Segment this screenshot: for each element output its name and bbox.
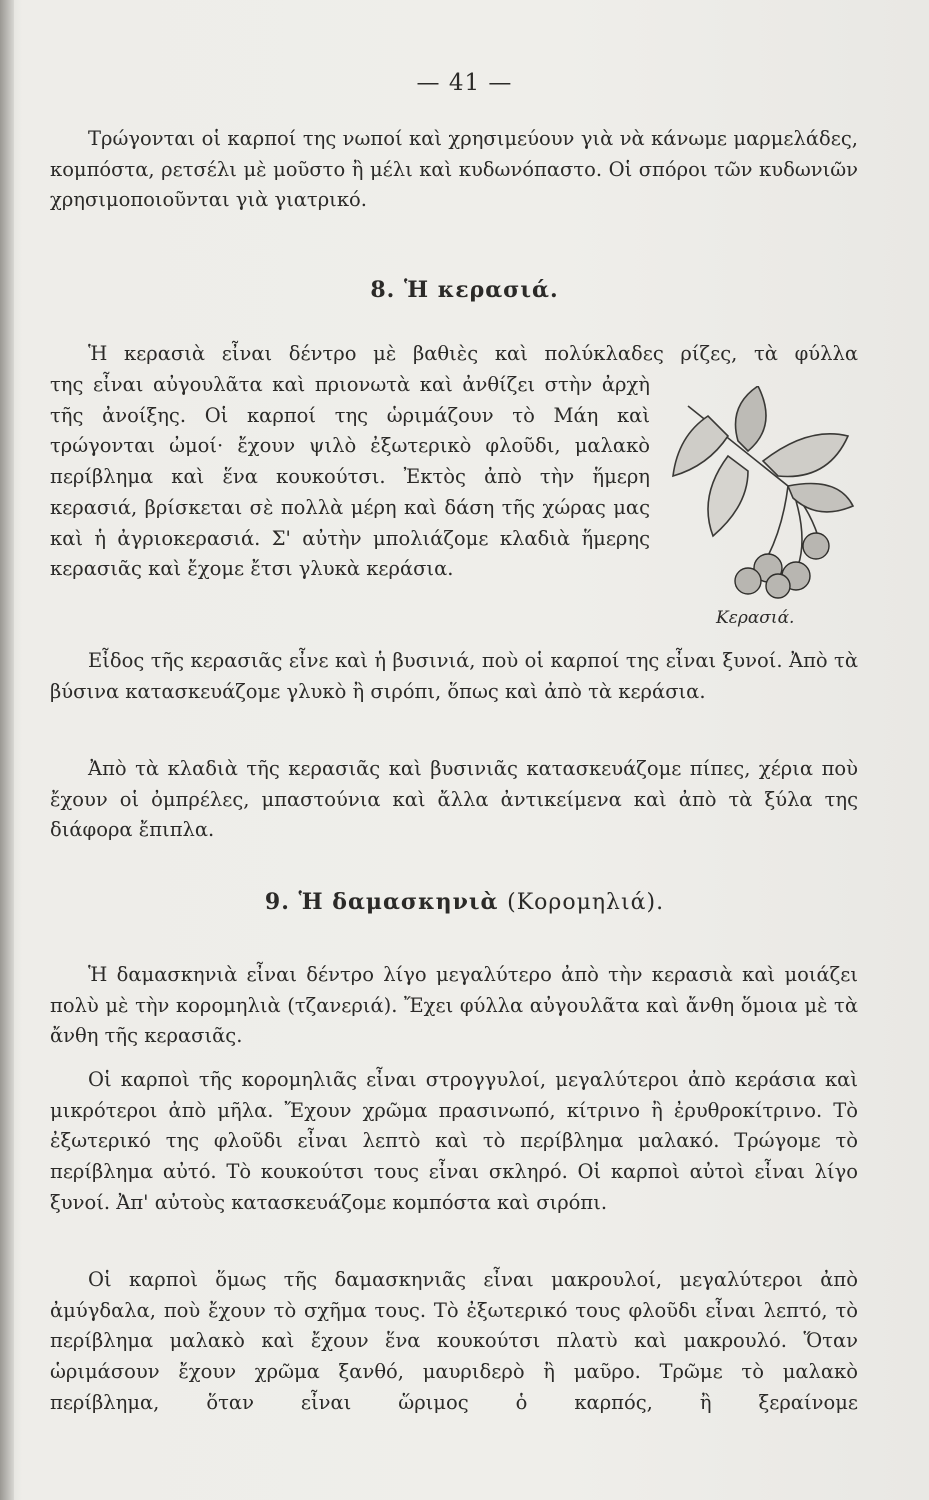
paragraph-9-3: Οἱ καρποὶ ὅμως τῆς δαμασκηνιᾶς εἶναι μακρουλοί, μεγαλύτεροι ἀπὸ ἀμύγδαλα, ποὺ ἔχουν τὸ σχῆμα τους. Τὸ ἐξωτερικό τους φλοῦδι εἶναι λεπτό, τὸ περίβλημα μαλακὸ καὶ ἔχουν ἕνα κουκούτσι πλατὺ καὶ μακρουλό. Ὅταν ὡριμάσουν ἔχουν χρῶμα ξανθό, μαυριδερὸ ἢ μαῦρο. Τρῶμε τὸ μαλακὸ περίβλημα, ὅταν εἶναι ὥριμος ὁ καρπός, ἢ ξεραίνομε — [50, 1268, 858, 1414]
cherry-branch-icon — [668, 386, 858, 606]
cherry-branch-figure — [668, 386, 858, 636]
paragraph-8-3: Ἀπὸ τὰ κλαδιὰ τῆς κερασιᾶς καὶ βυσινιᾶς κατασκευάζομε πίπες, χέρια ποὺ ἔχουν οἱ ὀμπρέλες, μπαστούνια καὶ ἄλλα ἀντικείμενα καὶ ἀπὸ τὰ ξύλα της διάφορα ἔπιπλα. — [50, 757, 858, 842]
figure-caption: Κερασιά. — [716, 608, 795, 628]
section-heading-9-title: 9. Ἡ δαμασκηνιὰ — [264, 889, 499, 915]
paragraph-intro: Τρώγονται οἱ καρποί της νωποί καὶ χρησιμεύουν γιὰ νὰ κάνωμε μαρμελάδες, κομπόστα, ρετσέλι μὲ μοῦστο ἢ μέλι καὶ κυδωνόπαστο. Οἱ σπόροι τῶν κυδωνιῶν χρησιμοποιοῦνται γιὰ γιατρικό. — [50, 127, 858, 212]
section-heading-9-alt-name: (Κορομηλιά). — [507, 890, 665, 915]
paragraph-9-1: Ἡ δαμασκηνιὰ εἶναι δέντρο λίγο μεγαλύτερο ἀπὸ τὴν κερασιὰ καὶ μοιάζει πολὺ μὲ τὴν κορομηλιὰ (τζανεριά). Ἔχει φύλλα αὐγουλᾶτα καὶ ἄνθη ὅμοια μὲ τὰ ἄνθη τῆς κερασιᾶς. — [50, 963, 858, 1048]
page-number: — 41 — — [416, 70, 513, 96]
paragraph-8-2: Εἶδος τῆς κερασιᾶς εἶνε καὶ ἡ βυσινιά, ποὺ οἱ καρποί της εἶναι ξυνοί. Ἀπὸ τὰ βύσινα κατασκευάζομε γλυκὸ ἢ σιρόπι, ὅπως καὶ ἀπὸ τὰ κεράσια. — [50, 649, 858, 703]
section-heading-9 — [0, 889, 929, 915]
section-heading-8: 8. Ἡ κερασιά. — [370, 277, 559, 303]
paragraph-8-1: της εἶναι αὐγουλᾶτα καὶ πριονωτὰ καὶ ἀνθίζει στὴν ἀρχὴ τῆς ἀνοίξης. Οἱ καρποί της ὡριμάζουν τὸ Μάη καὶ τρώγονται ὠμοί· ἔχουν ψιλὸ ἐξωτερικὸ φλοῦδι, μαλακὸ περίβλημα καὶ ἕνα κουκούτσι. Ἐκτὸς ἀπὸ τὴν ἥμερη κερασιά, βρίσκεται σὲ πολλὰ μέρη καὶ δάση τῆς χώρας μας καὶ ἡ ἀγριοκερασιά. Σ' αὐτὴν μπολιάζομε κλαδιὰ ἥμερης κερασιᾶς καὶ ἔχομε ἔτσι γλυκὰ κεράσια. — [50, 373, 650, 581]
paragraph-9-2: Οἱ καρποὶ τῆς κορομηλιᾶς εἶναι στρογγυλοί, μεγαλύτεροι ἀπὸ κεράσια καὶ μικρότεροι ἀπὸ μῆλα. Ἔχουν χρῶμα πρασινωπό, κίτρινο ἢ ἐρυθροκίτρινο. Τὸ ἐξωτερικό της φλοῦδι εἶναι λεπτὸ καὶ τὸ περίβλημα μαλακό. Τρώγομε τὸ περίβλημα αὐτό. Τὸ κουκούτσι τους εἶναι σκληρό. Οἱ καρποὶ αὐτοὶ εἶναι λίγο ξυνοί. Ἀπ' αὐτοὺς κατασκευάζομε κομπόστα καὶ σιρόπι. — [50, 1068, 858, 1214]
paragraph-8-1-first-line: Ἡ κερασιὰ εἶναι δέντρο μὲ βαθιὲς καὶ πολύκλαδες ρίζες, τὰ φύλλα — [88, 342, 858, 365]
page-spine-shadow — [0, 0, 14, 1500]
